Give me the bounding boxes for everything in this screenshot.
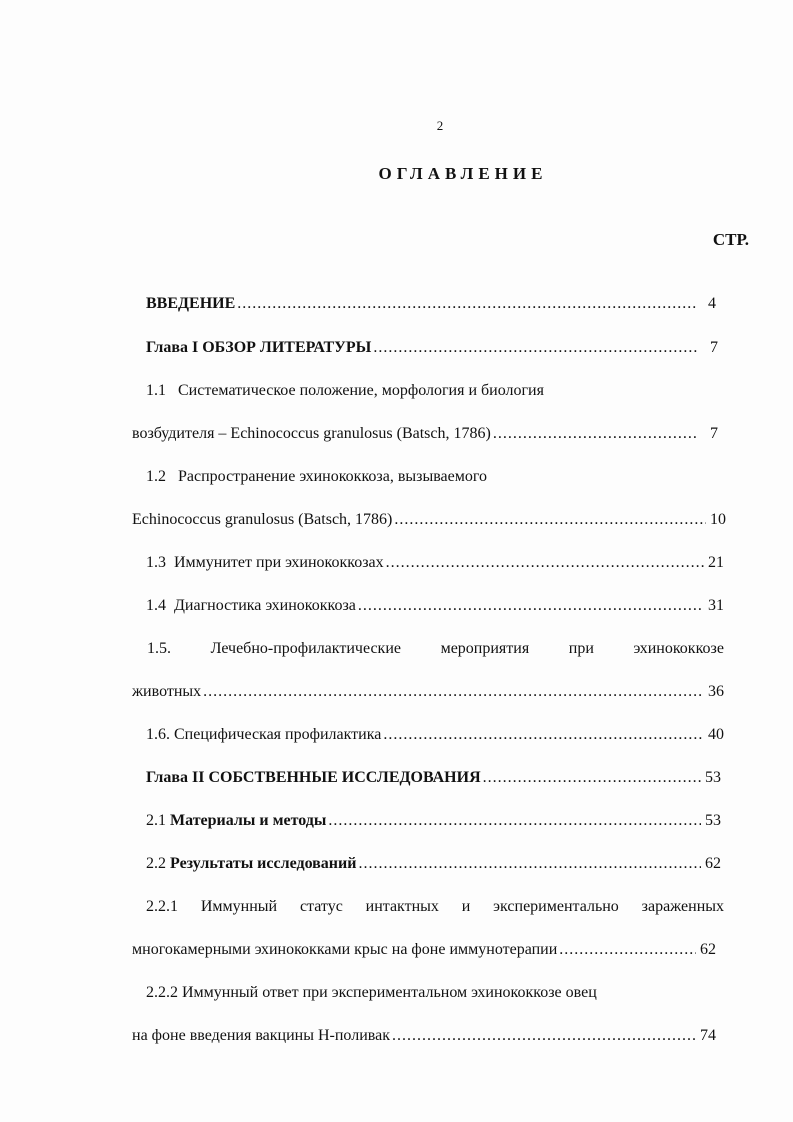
toc-word: при <box>568 640 594 657</box>
toc-entry-label: 1.3 Иммунитет при эхинококкозах <box>146 554 384 571</box>
toc-entry-page: 53 <box>705 812 721 829</box>
leader-dots <box>328 811 701 831</box>
toc-entry-label: многокамерными эхинококками крыс на фоне иммунотерапии <box>132 941 558 958</box>
toc-entry-1-5-line1[interactable] <box>147 639 724 659</box>
toc-entry-page: 21 <box>708 554 724 571</box>
toc-word: мероприятия <box>440 640 530 657</box>
toc-word: статус <box>299 898 343 915</box>
toc-entry-label: животных <box>132 683 202 700</box>
toc-entry-label: Глава I ОБЗОР ЛИТЕРАТУРЫ <box>146 339 372 356</box>
toc-entry-label: Echinococcus granulosus (Batsch, 1786) <box>132 511 393 528</box>
toc-word: зараженных <box>641 898 724 915</box>
toc-word: Лечебно-профилактические <box>210 640 401 657</box>
page-number: 2 <box>436 118 444 133</box>
toc-entry-page: 31 <box>708 597 724 614</box>
toc-entry-2-2-2-line1[interactable] <box>146 983 597 1003</box>
toc-word: и <box>461 898 471 915</box>
toc-entry-label: Глава II СОБСТВЕННЫЕ ИССЛЕДОВАНИЯ <box>146 769 481 786</box>
section-number: 1.4 <box>146 597 166 614</box>
toc-entry-1-4[interactable] <box>146 596 724 616</box>
toc-entry-1-1-line1[interactable] <box>146 381 544 401</box>
page-title: ОГЛАВЛЕНИЕ <box>378 164 548 183</box>
section-number: 1.5. <box>147 640 171 657</box>
toc-entry-page: 53 <box>705 769 721 786</box>
section-number: 2.1 <box>146 812 166 829</box>
section-number: 2.2.1 <box>146 898 178 915</box>
toc-entry-2-2-2-line2[interactable] <box>132 1026 716 1046</box>
leader-dots <box>394 510 706 530</box>
section-number: 1.6. <box>146 726 170 743</box>
toc-entry-1-3[interactable] <box>146 553 724 573</box>
leader-dots <box>373 338 698 358</box>
toc-word: экспериментально <box>493 898 619 915</box>
section-number: 2.2.2 <box>146 984 178 1001</box>
toc-entry-label: возбудителя – Echinococcus granulosus (Batsch, 1786) <box>132 425 491 442</box>
toc-entry-2-2[interactable] <box>146 854 721 874</box>
toc-entry-2-2-1-line1[interactable] <box>146 897 724 917</box>
section-number: 1.1 <box>146 382 166 399</box>
toc-entry-page: 74 <box>700 1027 716 1044</box>
toc-entry-2-2-1-line2[interactable] <box>132 940 716 960</box>
toc-entry-page: 7 <box>710 425 718 442</box>
toc-entry-1-5-line2[interactable] <box>132 682 724 702</box>
leader-dots <box>483 768 701 788</box>
toc-entry-chapter-2[interactable] <box>146 768 721 788</box>
toc-word: интактных <box>365 898 439 915</box>
toc-entry-1-1-line2[interactable] <box>132 424 718 444</box>
leader-dots <box>358 854 701 874</box>
section-number: 2.2 <box>146 855 166 872</box>
section-number: 1.3 <box>146 554 166 571</box>
toc-entry-label: Распространение эхинококкоза, вызываемого <box>178 468 488 485</box>
toc-word: Иммунный <box>200 898 278 915</box>
toc-entry-page: 62 <box>700 941 716 958</box>
leader-dots <box>559 940 696 960</box>
toc-word: эхинококкозе <box>633 640 724 657</box>
toc-entry-label: 1.4 Диагностика эхинококкоза <box>146 597 356 614</box>
toc-entry-label: 2.1 Материалы и методы <box>146 812 327 829</box>
toc-entry-label: Иммунный ответ при экспериментальном эхинококкозе овец <box>182 984 597 1001</box>
leader-dots <box>392 1026 696 1046</box>
toc-entry-1-2-line1[interactable] <box>146 467 487 487</box>
section-number: 1.2 <box>146 468 166 485</box>
toc-entry-label: 1.6. Специфическая профилактика <box>146 726 382 743</box>
toc-entry-page: 10 <box>710 511 726 528</box>
toc-entry-2-1[interactable] <box>146 811 721 831</box>
toc-entry-1-2-line2[interactable] <box>132 510 726 530</box>
toc-entry-page: 7 <box>710 339 718 356</box>
page-column-label: СТР. <box>712 230 749 249</box>
toc-entry-page: 36 <box>708 683 724 700</box>
toc-entry-label: на фоне введения вакцины Н-поливак <box>132 1027 390 1044</box>
leader-dots <box>203 682 704 702</box>
toc-entry-page: 62 <box>705 855 721 872</box>
toc-entry-label: ВВЕДЕНИЕ <box>146 295 236 312</box>
toc-entry-chapter-1[interactable] <box>146 338 718 358</box>
leader-dots <box>493 424 698 444</box>
leader-dots <box>237 294 696 314</box>
leader-dots <box>386 553 704 573</box>
toc-entry-page: 4 <box>708 295 716 312</box>
leader-dots <box>383 725 704 745</box>
toc-entry-label: 2.2 Результаты исследований <box>146 855 357 872</box>
toc-entry-introduction[interactable] <box>146 294 716 314</box>
leader-dots <box>358 596 704 616</box>
toc-entry-1-6[interactable] <box>146 725 724 745</box>
toc-entry-label: Систематическое положение, морфология и биология <box>178 382 544 399</box>
toc-entry-page: 40 <box>708 726 724 743</box>
